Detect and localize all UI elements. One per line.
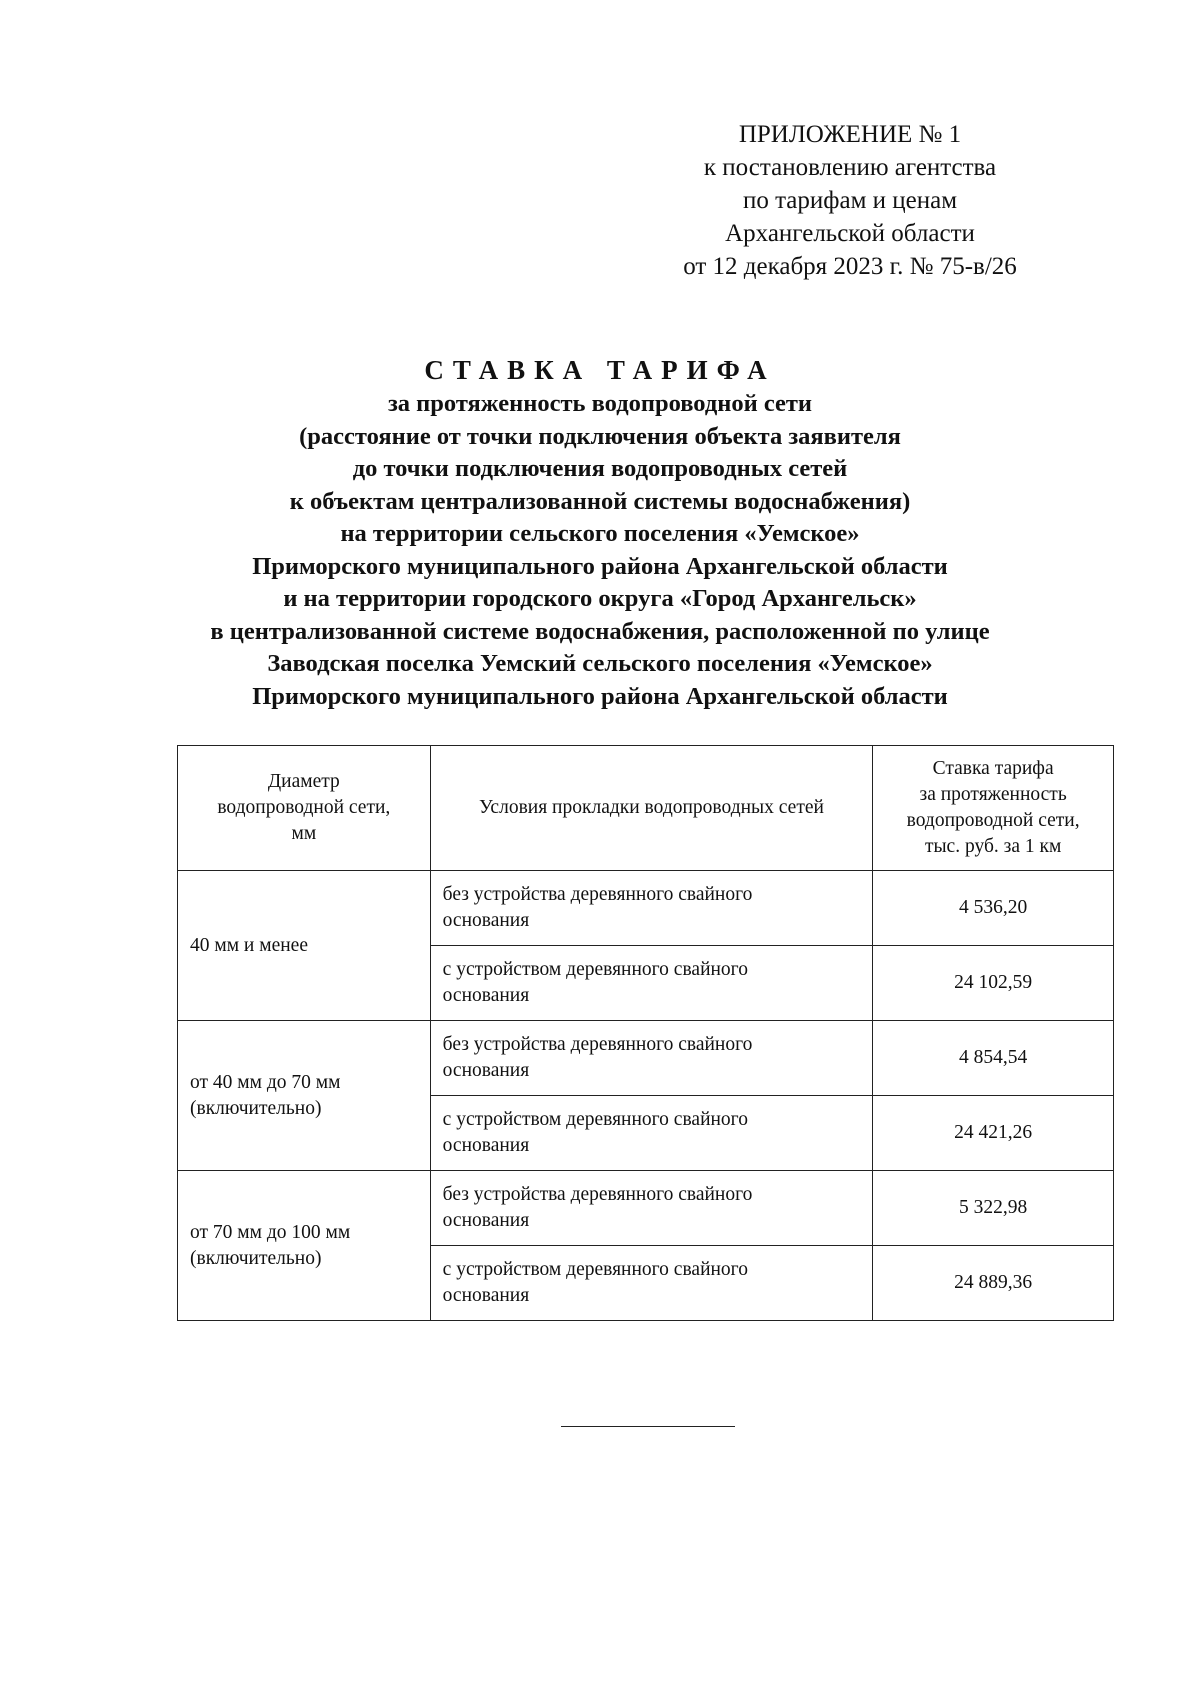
- rate-cell: 4 854,54: [873, 1021, 1114, 1096]
- rate-cell: 5 322,98: [873, 1171, 1114, 1246]
- rate-cell: 4 536,20: [873, 871, 1114, 946]
- diameter-cell: от 70 мм до 100 мм (включительно): [178, 1171, 431, 1321]
- subtitle-line: Приморского муниципального района Архангельской области: [252, 552, 948, 580]
- subtitle-line: на территории сельского поселения «Уемское»: [340, 520, 860, 547]
- appendix-agency: по тарифам и ценам: [742, 187, 958, 214]
- subtitle-line: (расстояние от точки подключения объекта заявителя: [299, 422, 901, 450]
- condition-cell: без устройства деревянного свайного основания: [430, 1171, 873, 1246]
- subtitle-line: за протяженность водопроводной сети: [387, 390, 813, 417]
- appendix-block: [640, 118, 1060, 283]
- subtitle-line: в централизованной системе водоснабжения, расположенной по улице: [210, 617, 990, 645]
- appendix-region: Архангельской области: [725, 220, 975, 247]
- condition-cell: без устройства деревянного свайного основания: [430, 871, 873, 946]
- header-conditions: Условия прокладки водопроводных сетей: [430, 746, 873, 871]
- document-subtitle: [120, 388, 1080, 713]
- subtitle-line: к объектам централизованной системы водоснабжения): [289, 487, 911, 515]
- appendix-number: ПРИЛОЖЕНИЕ № 1: [738, 121, 962, 148]
- appendix-date-number: от 12 декабря 2023 г. № 75-в/26: [683, 253, 1017, 280]
- header-rate: Ставка тарифа за протяженность водопроводной сети, тыс. руб. за 1 км: [873, 746, 1114, 871]
- table-header-row: [178, 746, 1114, 871]
- condition-cell: с устройством деревянного свайного основания: [430, 1096, 873, 1171]
- document-title: СТАВКА ТАРИФА: [424, 355, 776, 385]
- end-divider: [561, 1426, 735, 1427]
- table-row: [178, 1171, 1114, 1246]
- diameter-cell: от 40 мм до 70 мм (включительно): [178, 1021, 431, 1171]
- condition-cell: без устройства деревянного свайного основания: [430, 1021, 873, 1096]
- condition-cell: с устройством деревянного свайного основания: [430, 946, 873, 1021]
- table-row: [178, 871, 1114, 946]
- table-row: [178, 1021, 1114, 1096]
- rate-cell: 24 889,36: [873, 1246, 1114, 1321]
- rate-cell: 24 102,59: [873, 946, 1114, 1021]
- tariff-table: [177, 745, 1114, 1321]
- subtitle-line: и на территории городского округа «Город Архангельск»: [283, 585, 917, 612]
- condition-cell: с устройством деревянного свайного основания: [430, 1246, 873, 1321]
- diameter-cell: 40 мм и менее: [178, 871, 431, 1021]
- subtitle-line: Заводская поселка Уемский сельского поселения «Уемское»: [267, 650, 933, 677]
- subtitle-line: Приморского муниципального района Архангельской области: [252, 682, 948, 710]
- rate-cell: 24 421,26: [873, 1096, 1114, 1171]
- header-diameter: Диаметр водопроводной сети, мм: [178, 746, 431, 871]
- subtitle-line: до точки подключения водопроводных сетей: [352, 455, 848, 482]
- appendix-reference: к постановлению агентства: [703, 154, 997, 181]
